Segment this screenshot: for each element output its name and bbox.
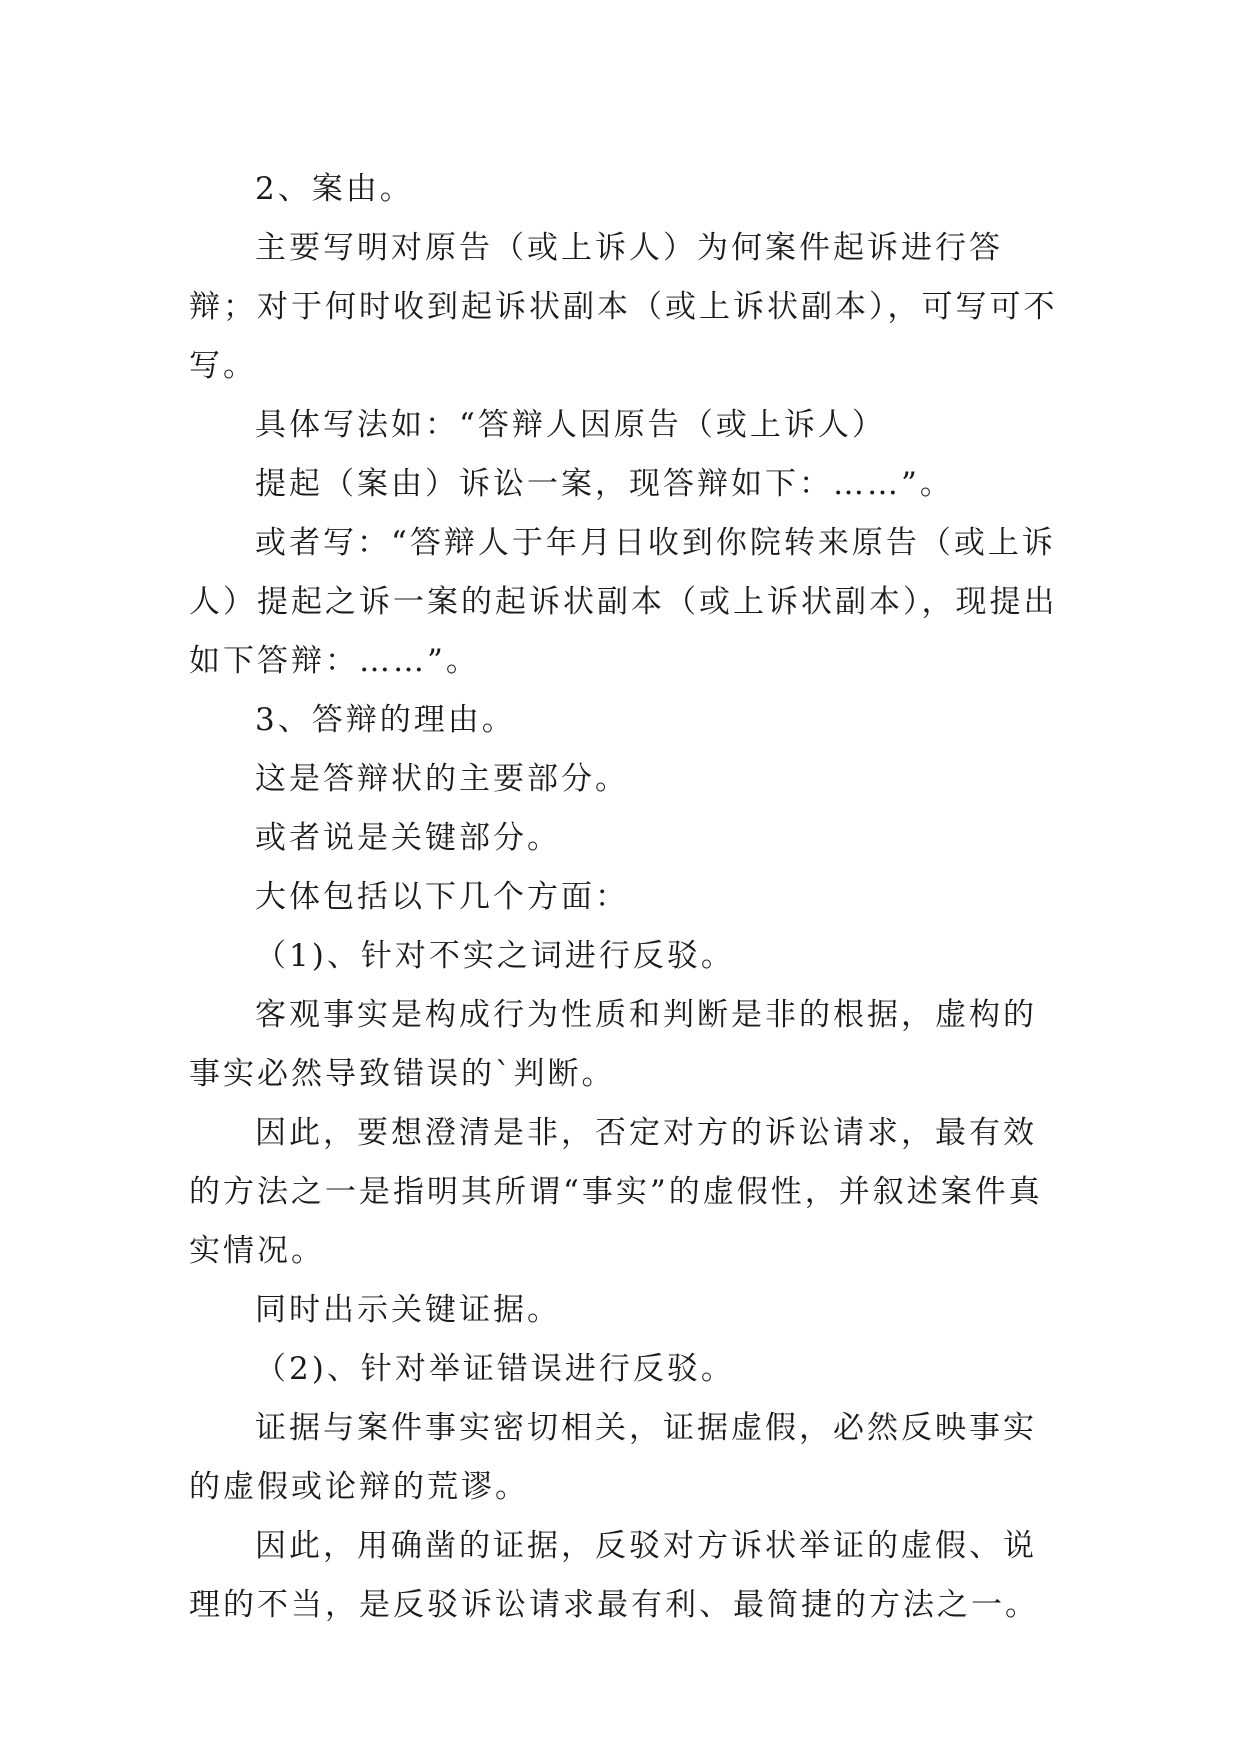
paragraph-item-1-heading: （1)、针对不实之词进行反驳。 xyxy=(255,938,735,974)
paragraph-item-2-heading: （2)、针对举证错误进行反驳。 xyxy=(255,1351,735,1387)
paragraph-item-2-evidence: 证据与案件事实密切相关，证据虚假，必然反映事实的虚假或论辩的荒谬。 xyxy=(189,1410,1037,1505)
paragraph-case-cause-desc: 主要写明对原告（或上诉人）为何案件起诉进行答辩；对于何时收到起诉状副本（或上诉状副本），可写可不写。 xyxy=(189,230,1058,384)
paragraph-item-2-method: 因此，用确凿的证据，反驳对方诉状举证的虚假、说理的不当，是反驳诉讼请求最有利、最简捷的方法之一。 xyxy=(189,1528,1039,1623)
paragraph-main-part: 这是答辩状的主要部分。 xyxy=(255,761,629,797)
paragraph-example-1a: 具体写法如：“答辩人因原告（或上诉人） xyxy=(255,407,886,443)
paragraph-reasons-heading: 3、答辩的理由。 xyxy=(255,702,516,738)
paragraph-item-1-facts: 客观事实是构成行为性质和判断是非的根据，虚构的事实必然导致错误的`判断。 xyxy=(189,997,1037,1092)
paragraph-example-2: 或者写：“答辩人于年月日收到你院转来原告（或上诉人）提起之诉一案的起诉状副本（或上诉状副本），现提出如下答辩：……”。 xyxy=(189,525,1058,679)
paragraph-aspects-intro: 大体包括以下几个方面： xyxy=(255,879,629,915)
paragraph-item-1-method: 因此，要想澄清是非，否定对方的诉讼请求，最有效的方法之一是指明其所谓“事实”的虚假性，并叙述案件真实情况。 xyxy=(189,1115,1043,1269)
paragraph-case-cause-heading: 2、案由。 xyxy=(255,171,414,207)
paragraph-key-part: 或者说是关键部分。 xyxy=(255,820,561,856)
paragraph-example-1b: 提起（案由）诉讼一案，现答辩如下：……”。 xyxy=(255,466,954,502)
paragraph-item-1-evidence: 同时出示关键证据。 xyxy=(255,1292,561,1328)
document-body xyxy=(189,160,1069,1635)
